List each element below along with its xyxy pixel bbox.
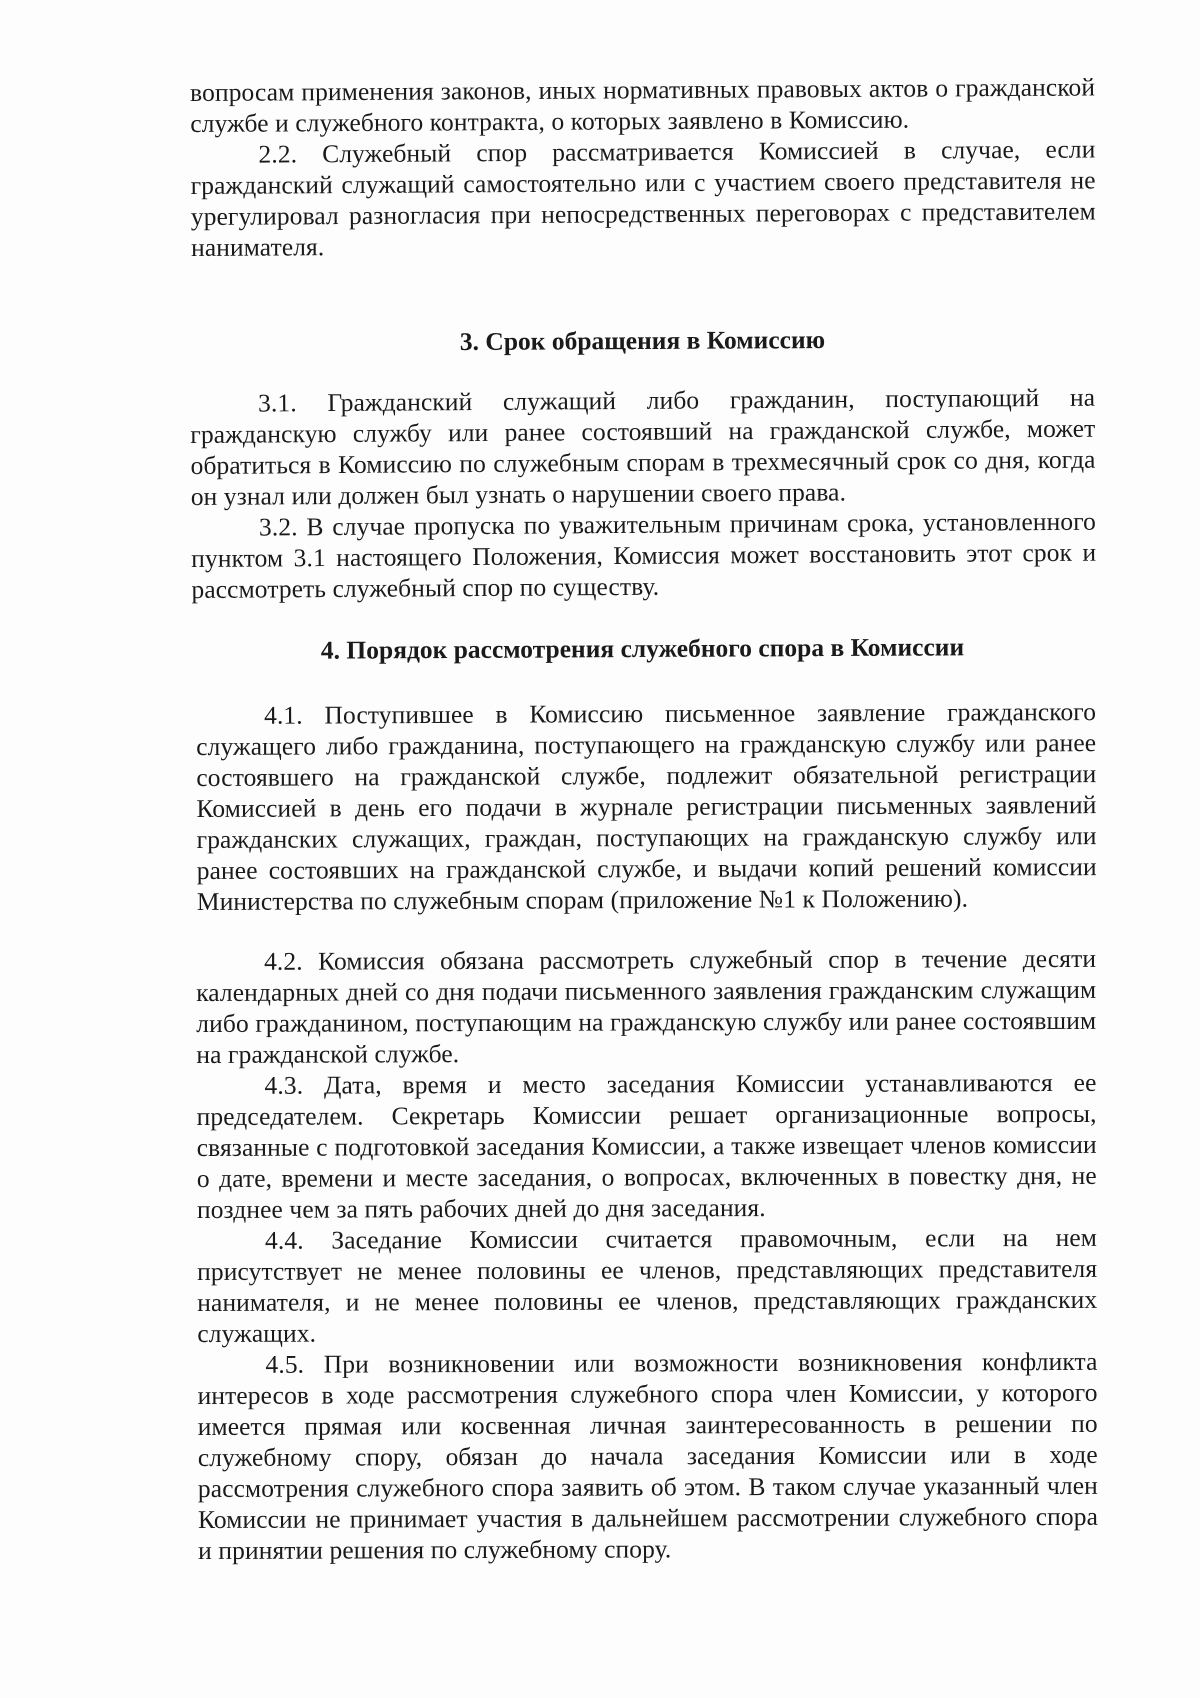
section-4-heading: 4. Порядок рассмотрения служебного спора в Комиссии — [320, 632, 965, 665]
paragraph-4-4: 4.4. Заседание Комиссии считается правомочным, если на нем присутствует не менее половины ее членов, представляющих представителя нанимателя, и не менее половины ее членов, представляющих гражданских служащих. — [197, 1222, 1098, 1348]
paragraph-4-2: 4.2. Комиссия обязана рассмотреть служебный спор в течение десяти календарных дней со дня подачи письменного заявления гражданским служащим либо гражданином, поступающим на гражданскую службу или ранее состоявшим на гражданской службе. — [196, 943, 1097, 1069]
paragraph-3-2: 3.2. В случае пропуска по уважительным причинам срока, установленного пунктом 3.1 настоящего Положения, Комиссия может восстановить этот срок и рассмотреть служебный спор по существу. — [191, 506, 1097, 604]
section-4-body-part2 — [196, 943, 1098, 1566]
section-2-continuation — [190, 71, 1096, 263]
section-3-heading: 3. Срок обращения в Комиссию — [459, 325, 826, 356]
paragraph-4-5: 4.5. При возникновении или возможности возникновения конфликта интересов в ходе рассмотрения служебного спора член Комиссии, у которого имеется прямая или косвенная личная заинтересованность в решении по служебному спору, обязан до начала заседания Комиссии или в ходе рассмотрения служебного спора заявить об этом. В таком случае указанный член Комиссии не принимает участия в дальнейшем рассмотрении служебного спора и принятии решения по служебному спору. — [197, 1346, 1099, 1565]
intro-paragraph: вопросам применения законов, иных нормативных правовых актов о гражданской службе и служебного контракта, о которых заявлено в Комиссию. — [190, 72, 1096, 138]
paragraph-4-3: 4.3. Дата, время и место заседания Комиссии устанавливаются ее председателем. Секретарь Комиссии решает организационные вопросы, связанные с подготовкой заседания Комиссии, а также извещает членов комиссии о дате, времени и месте заседания, о вопросах, включенных в повестку дня, не позднее чем за пять рабочих дней до дня заседания. — [196, 1067, 1097, 1224]
section-3-body — [190, 382, 1096, 605]
paragraph-4-1: 4.1. Поступившее в Комиссию письменное заявление гражданского служащего либо гражданина, поступающего на гражданскую службу или ранее состоявшего на гражданской службе, подлежит обязательной регистрации Комиссией в день его подачи в журнале регистрации письменных заявлений гражданских служащих, граждан, поступающих на гражданскую службу или ранее состоявших на гражданской службе, и выдачи копий решений комиссии Министерства по служебным спорам (приложение №1 к Положению). — [196, 697, 1097, 916]
paragraph-2-2: 2.2. Служебный спор рассматривается Комиссией в случае, если гражданский служащий самостоятельно или с участием своего представителя не урегулировал разногласия при непосредственных переговорах с представителем нанимателя. — [190, 134, 1096, 262]
paragraph-3-1: 3.1. Гражданский служащий либо гражданин, поступающий на гражданскую службу или ранее состоявший на гражданской службе, может обратиться в Комиссию по служебным спорам в трехмесячный срок со дня, когда он узнал или должен был узнать о нарушении своего права. — [190, 382, 1096, 511]
section-4-body-part1 — [196, 696, 1097, 917]
